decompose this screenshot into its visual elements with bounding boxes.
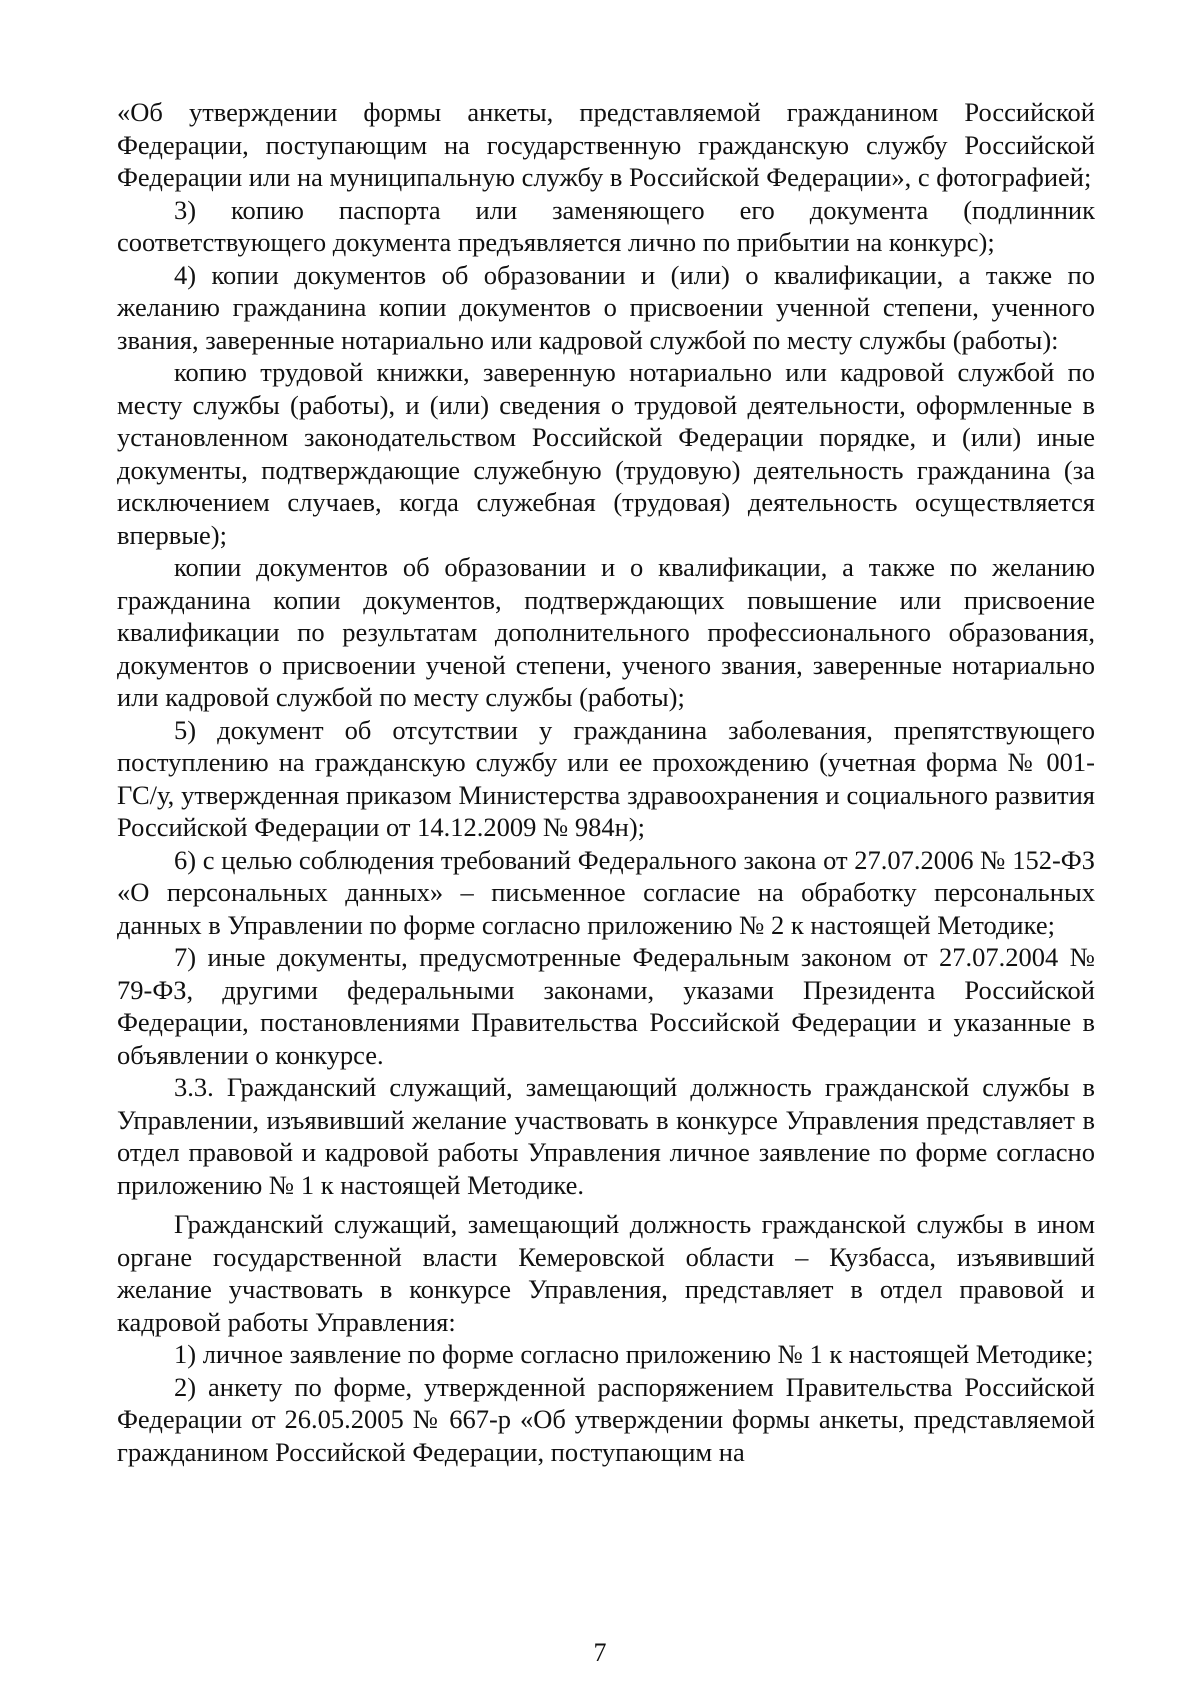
paragraph-item-6-personal-data: 6) с целью соблюдения требований Федерального закона от 27.07.2006 № 152-ФЗ «О персональных данных» – письменное согласие на обработку персональных данных в Управлении по форме согласно приложению № 2 к настоящей Методике; <box>117 844 1095 940</box>
paragraph-item-5-medical: 5) документ об отсутствии у гражданина заболевания, препятствующего поступлению на гражданскую службу или ее прохождению (учетная форма № 001-ГС/у, утвержденная приказом Министерства здравоохранения и социального развития Российской Федерации от 14.12.2009 № 984н); <box>117 714 1095 842</box>
paragraph-section-3-3: 3.3. Гражданский служащий, замещающий должность гражданской службы в Управлении, изъявивший желание участвовать в конкурсе Управления представляет в отдел правовой и кадровой работы Управления личное заявление по форме согласно приложению № 1 к настоящей Методике. <box>117 1072 1095 1200</box>
paragraph-other-body-servant: Гражданский служащий, замещающий должность гражданской службы в ином органе государственной власти Кемеровской области – Кузбасса, изъявивший желание участвовать в конкурсе Управления, представляет в отдел правовой и кадровой работы Управления: <box>117 1209 1095 1337</box>
paragraph-item-7-other-documents: 7) иные документы, предусмотренные Федеральным законом от 27.07.2004 № 79-ФЗ, другими федеральными законами, указами Президента Российской Федерации, постановлениями Правительства Российской Федерации и указанные в объявлении о конкурсе. <box>117 942 1095 1070</box>
page-number: 7 <box>593 1638 607 1667</box>
paragraph-employment-record: копию трудовой книжки, заверенную нотариально или кадровой службой по месту службы (работы), и (или) сведения о трудовой деятельности, оформленные в установленном законодательством Российской Федерации порядке, и (или) иные документы, подтверждающие служебную (трудовую) деятельность гражданина (за исключением случаев, когда служебная (трудовая) деятельность осуществляется впервые); <box>117 357 1095 550</box>
paragraph-continuation-form-decree: «Об утверждении формы анкеты, представляемой гражданином Российской Федерации, поступающим на государственную гражданскую службу Российской Федерации или на муниципальную службу в Российской Федерации», с фотографией; <box>117 97 1095 192</box>
paragraph-item-4-education: 4) копии документов об образовании и (или) о квалификации, а также по желанию гражданина копии документов о присвоении ученной степени, ученного звания, заверенные нотариально или кадровой службой по месту службы (работы): <box>117 259 1095 355</box>
paragraph-item-1-application: 1) личное заявление по форме согласно приложению № 1 к настоящей Методике; <box>174 1339 1094 1369</box>
document-page <box>117 96 1095 1468</box>
paragraph-item-2-questionnaire: 2) анкету по форме, утвержденной распоряжением Правительства Российской Федерации от 26.05.2005 № 667-р «Об утверждении формы анкеты, представляемой гражданином Российской Федерации, поступающим на <box>117 1371 1095 1467</box>
paragraph-item-3-passport: 3) копию паспорта или заменяющего его документа (подлинник соответствующего документа предъявляется лично по прибытии на конкурс); <box>117 194 1095 257</box>
paragraph-education-documents: копии документов об образовании и о квалификации, а также по желанию гражданина копии документов, подтверждающих повышение или присвоение квалификации по результатам дополнительного профессионального образования, документов о присвоении ученой степени, ученого звания, заверенные нотариально или кадровой службой по месту службы (работы); <box>117 552 1095 712</box>
